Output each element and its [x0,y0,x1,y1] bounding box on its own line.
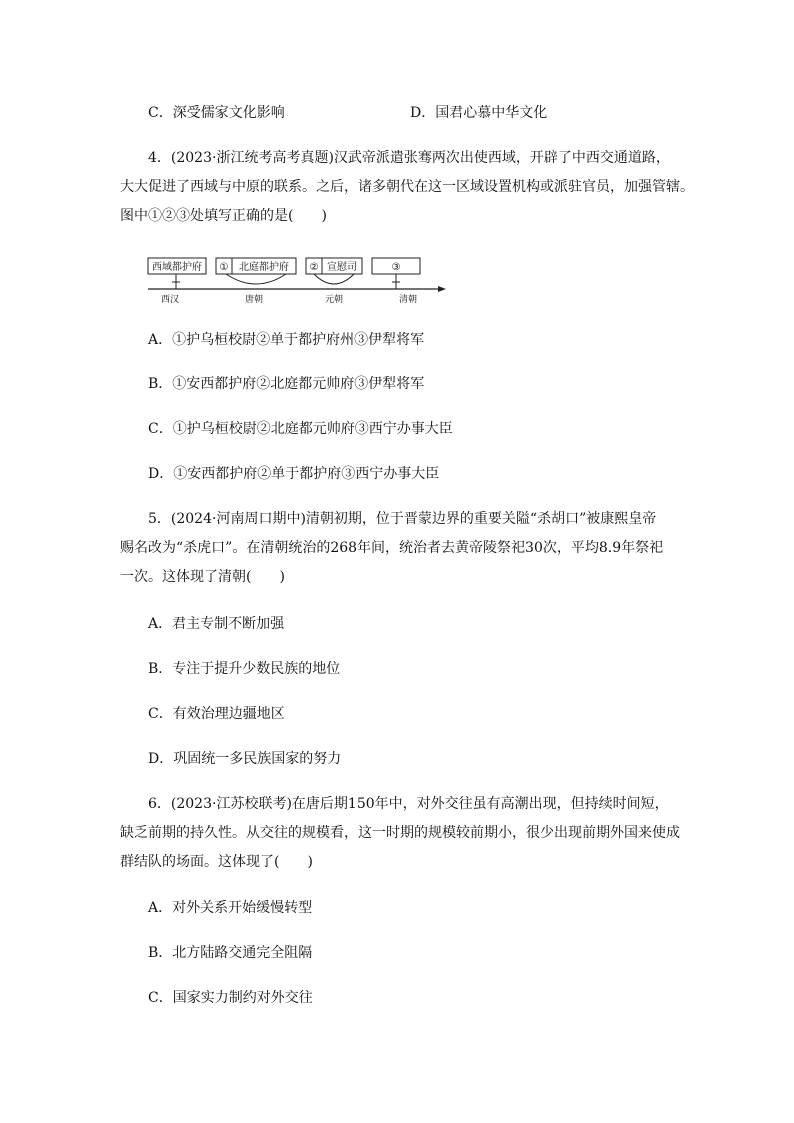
q5-stem-line2: 赐名改为“杀虎口”。在清朝统治的268年间，统治者去黄帝陵祭祀30次，平均8.9年祭祀 [120,540,664,556]
box-1-num: ① [219,262,229,273]
label-qing: 清朝 [398,295,418,305]
q4-option-c: C．①护乌桓校尉②北庭都元帅府③西宁办事大臣 [148,421,453,437]
q6-stem-line3: 群结队的场面。这体现了( ) [120,854,313,870]
box-1-label: 北庭都护府 [239,262,289,273]
q6-stem-line1: 6．(2023·江苏校联考)在唐后期150年中，对外交往虽有高潮出现，但持续时间短， [148,796,669,812]
label-yuan: 元朝 [324,295,344,305]
q6-option-c: C．国家实力制约对外交往 [148,990,313,1006]
prev-options-row [148,103,548,123]
label-xihan: 西汉 [160,295,180,305]
box-2-num: ② [309,262,319,273]
timeline-arrowhead [438,286,446,292]
prev-option-c: C．深受儒家文化影响 [148,105,285,121]
q6-stem-line2: 缺乏前期的持久性。从交往的规模看，这一时期的规模较前期小，很少出现前期外国来使成 [120,825,680,841]
q5-option-b: B．专注于提升少数民族的地位 [148,661,341,677]
q4-stem-line2: 大大促进了西域与中原的联系。之后，诸多朝代在这一区域设置机构或派驻官员，加强管辖。 [120,179,694,195]
q6-option-a: A．对外关系开始缓慢转型 [148,900,313,916]
q4-option-d: D．①安西都护府②单于都护府③西宁办事大臣 [148,466,440,482]
label-tang: 唐朝 [244,295,264,305]
q6-option-b: B．北方陆路交通完全阻隔 [148,945,313,961]
box-xiyu-label: 西域都护府 [152,262,202,273]
q4-option-a: A．①护乌桓校尉②单于都护府州③伊犁将军 [148,332,425,348]
q4-timeline-figure [146,256,446,306]
box-3-num: ③ [391,262,401,273]
q4-option-b: B．①安西都护府②北庭都元帅府③伊犁将军 [148,376,425,392]
q5-stem-line1: 5．(2024·河南周口期中)清朝初期，位于晋蒙边界的重要关隘“杀胡口”被康熙皇帝 [148,511,657,527]
prev-option-d: D．国君心慕中华文化 [410,105,548,121]
arc-yuan [314,274,354,284]
q5-option-d: D．巩固统一多民族国家的努力 [148,751,342,767]
timeline-svg [146,256,446,306]
q4-stem-line3: 图中①②③处填写正确的是( ) [120,208,327,224]
q5-option-c: C．有效治理边疆地区 [148,706,285,722]
q4-stem-line1: 4．(2023·浙江统考高考真题)汉武帝派遣张骞两次出使西域，开辟了中西交通道路， [148,150,670,166]
q5-option-a: A．君主专制不断加强 [148,616,285,632]
q5-stem-line3: 一次。这体现了清朝( ) [120,569,285,585]
box-2-label: 宣慰司 [327,262,357,273]
arc-tang [226,274,286,284]
